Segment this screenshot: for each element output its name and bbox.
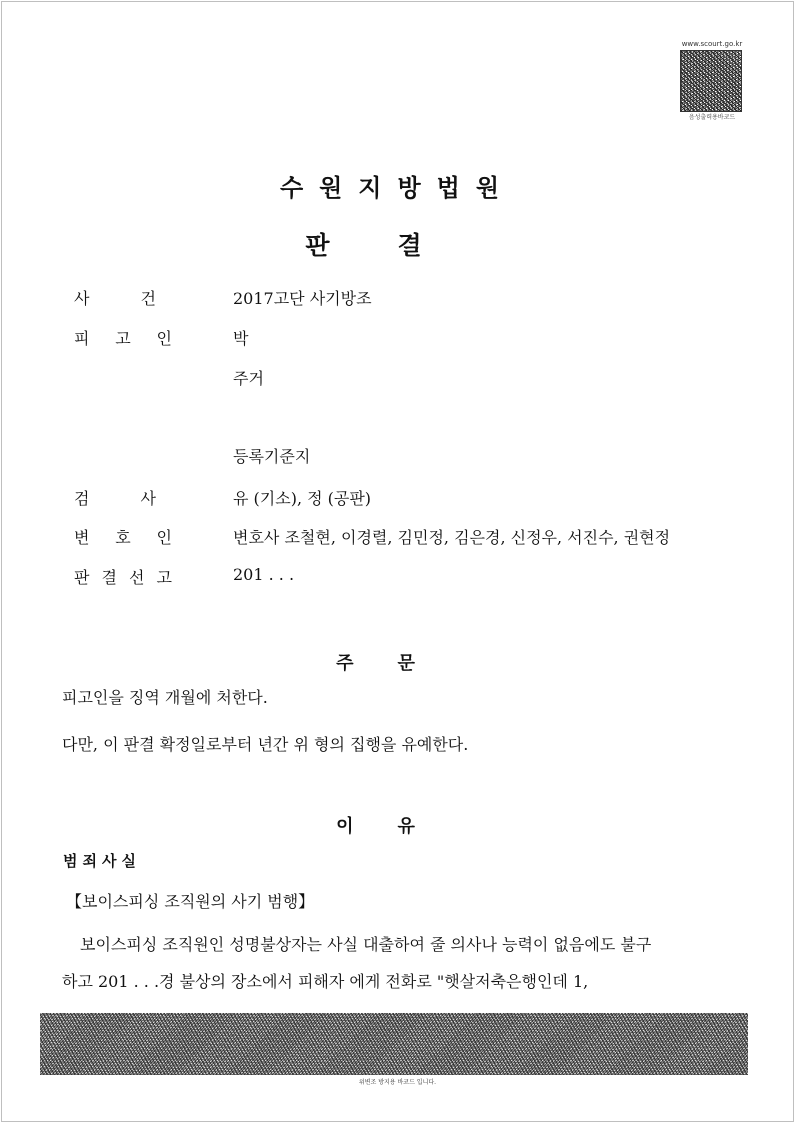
scourt-url: www.scourt.go.kr xyxy=(681,40,743,48)
qr-caption: 음성출력용바코드 xyxy=(688,114,736,121)
label-case: 사 건 xyxy=(74,289,156,308)
defendant-address: 주거 xyxy=(233,369,264,388)
label-prosecutor: 검 사 xyxy=(74,489,156,508)
prosecutors: 유 (기소), 정 (공판) xyxy=(233,489,372,508)
label-sentencing-date: 판 결 선 고 xyxy=(74,568,172,587)
body-line-2: 하고 201 . . .경 불상의 장소에서 피해자 에게 전화로 "햇살저축은행인데 1, xyxy=(62,972,589,991)
document-title: 판결 xyxy=(305,231,490,260)
order-line-2: 다만, 이 판결 확정일로부터 년간 위 형의 집행을 유예한다. xyxy=(62,735,469,754)
section-bracket: 【보이스피싱 조직원의 사기 범행】 xyxy=(66,892,315,911)
anti-forgery-barcode xyxy=(40,1013,748,1075)
sentencing-date: 201 . . . xyxy=(233,565,295,584)
order-heading: 주문 xyxy=(336,653,459,674)
court-name: 수원지방법원 xyxy=(279,174,516,202)
qr-code xyxy=(680,50,742,112)
barcode-caption: 위변조 방지용 바코드 입니다. xyxy=(358,1079,437,1086)
defense-counsel: 변호사 조철현, 이경렬, 김민정, 김은경, 신정우, 서진수, 권현정 xyxy=(233,528,671,547)
reason-heading: 이유 xyxy=(336,816,459,837)
label-defendant: 피 고 인 xyxy=(74,329,172,348)
body-line-1: 보이스피싱 조직원인 성명불상자는 사실 대출하여 줄 의사나 능력이 없음에도 불구 xyxy=(80,935,652,954)
label-counsel: 변 호 인 xyxy=(74,528,172,547)
order-line-1: 피고인을 징역 개월에 처한다. xyxy=(62,688,268,707)
case-number: 2017고단 사기방조 xyxy=(233,289,372,308)
crime-facts-heading: 범죄사실 xyxy=(63,852,141,870)
registration-base: 등록기준지 xyxy=(233,447,311,466)
defendant-name: 박 xyxy=(233,329,249,348)
